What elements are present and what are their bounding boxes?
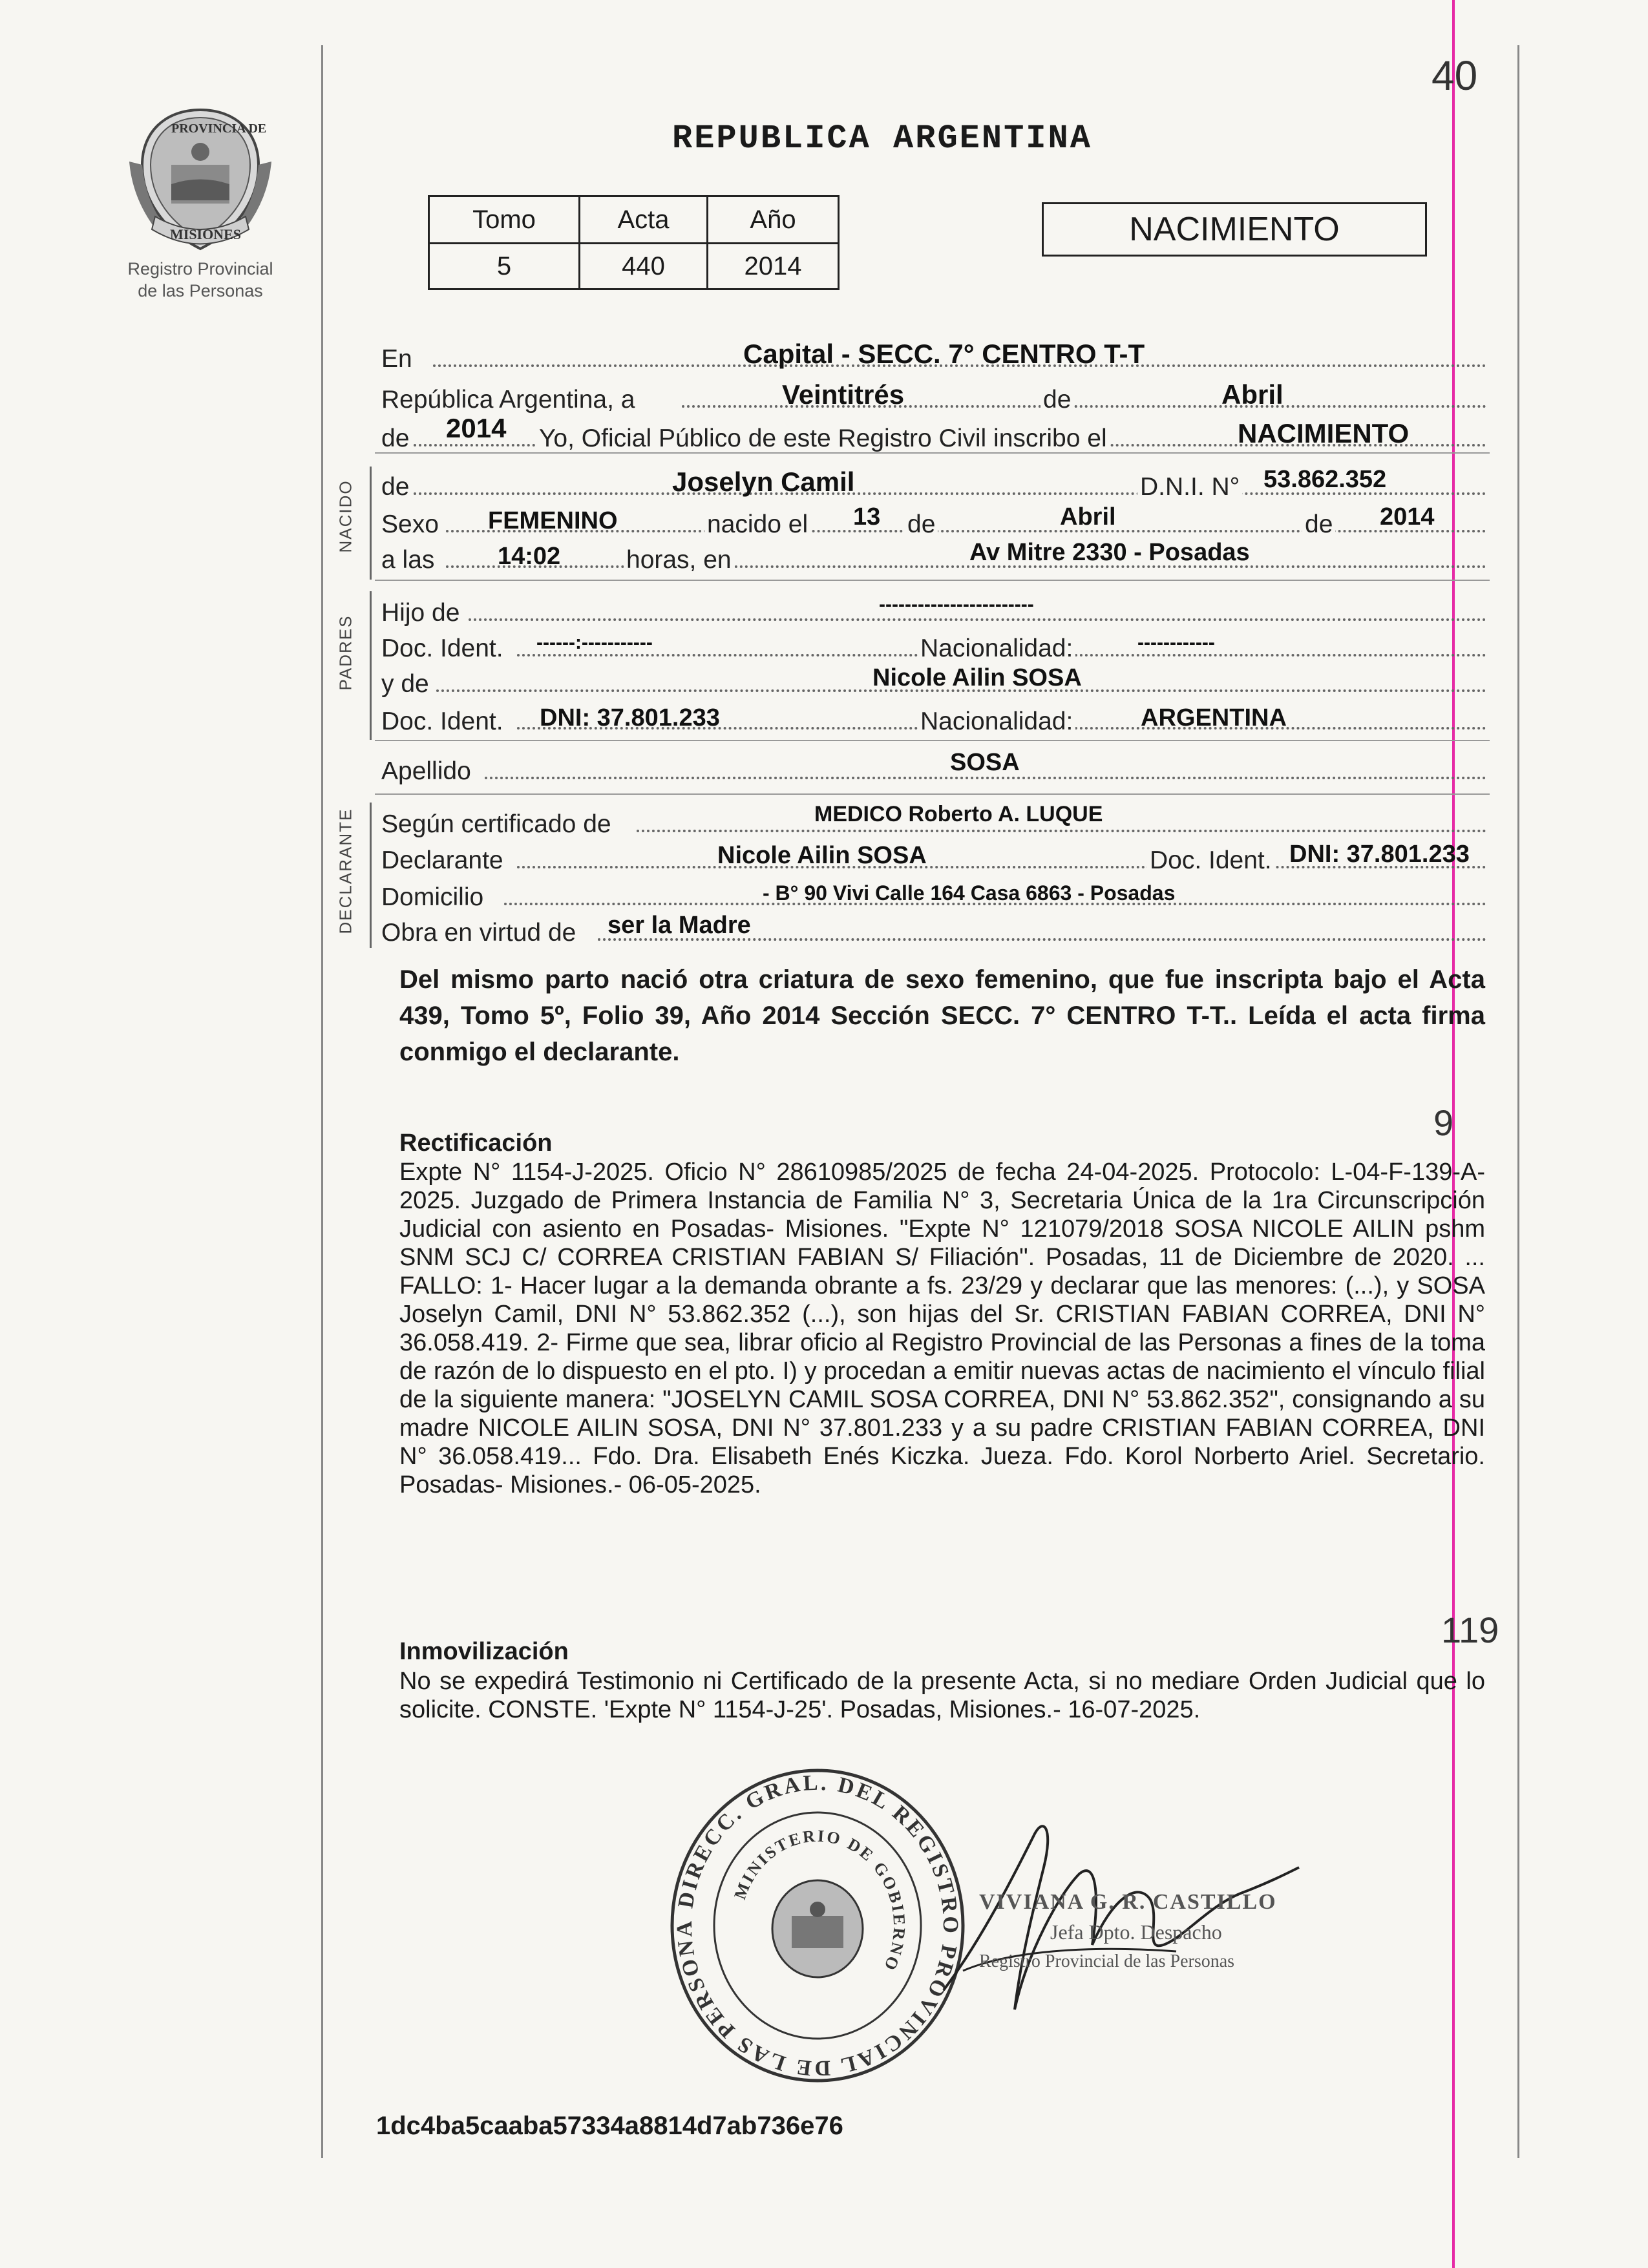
document-title: REPUBLICA ARGENTINA xyxy=(672,120,1092,158)
value-lugar: Av Mitre 2330 - Posadas xyxy=(969,539,1250,566)
row-republica xyxy=(381,378,1486,417)
value-doc-declarante: DNI: 37.801.233 xyxy=(1289,841,1470,868)
row-nacido-hora xyxy=(381,538,1486,577)
value-obra: ser la Madre xyxy=(607,912,751,939)
label-de-mes-nac: de xyxy=(905,510,938,539)
rectificacion-title: Rectificación xyxy=(399,1129,553,1157)
value-en: Capital - SECC. 7° CENTRO T-T xyxy=(743,339,1145,369)
document-hash: 1dc4ba5caaba57334a8814d7ab736e76 xyxy=(376,2112,843,2140)
value-declarante: Nicole Ailin SOSA xyxy=(717,842,927,869)
value-dia: Veintitrés xyxy=(782,379,905,410)
stamp-ring-text: DIRECC. GRAL. DEL REGISTRO PROVINCIAL DE LAS PERSONA xyxy=(672,1770,963,2081)
stamp-inner-text: MINISTERIO DE GOBIERNO xyxy=(730,1826,909,1975)
nacido-bracket xyxy=(370,467,372,580)
header-acta: Acta xyxy=(580,196,708,244)
label-de-mes: de xyxy=(1041,386,1073,414)
right-margin-rule xyxy=(1517,45,1519,2158)
value-anio-intro: 2014 xyxy=(446,413,507,443)
label-y-de: y de xyxy=(381,670,429,698)
dots xyxy=(485,777,1486,779)
label-apellido: Apellido xyxy=(381,757,471,785)
record-type-box: NACIMIENTO xyxy=(1042,202,1427,257)
stamp-org: Registro Provincial de las Personas xyxy=(979,1951,1235,1971)
row-en xyxy=(381,337,1486,376)
stamp-name: VIVIANA G. R. CASTILLO xyxy=(979,1890,1277,1914)
row-domicilio xyxy=(381,876,1486,914)
value-madre: Nicole Ailin SOSA xyxy=(872,664,1082,691)
dots xyxy=(469,618,1486,621)
label-certificado: Según certificado de xyxy=(381,810,611,838)
value-padre: ------------------------ xyxy=(879,594,1034,615)
separator xyxy=(375,793,1490,795)
separator xyxy=(375,452,1490,454)
section-label-declarante: DECLARANTE xyxy=(335,808,355,934)
page-number: 40 xyxy=(1431,52,1478,99)
nota-paragraph: Del mismo parto nació otra criatura de sexo femenino, que fue inscripta bajo el Acta 439, Tomo 5º, Folio 39, Año 2014 Sección SECC. 7° CENTRO T-T.. Leída el acta firma conmigo el declarante. xyxy=(399,965,1485,1066)
row-obra xyxy=(381,911,1486,950)
record-table-value-row xyxy=(429,244,839,289)
dots xyxy=(446,565,1486,568)
value-anio: 2014 xyxy=(708,244,839,289)
label-a-las: a las xyxy=(381,546,435,574)
label-dni: D.N.I. N° xyxy=(1137,473,1242,501)
dots xyxy=(637,830,1486,832)
signature xyxy=(905,1796,1305,2042)
seal-text-bottom: MISIONES xyxy=(170,226,242,242)
value-certificado: MEDICO Roberto A. LUQUE xyxy=(814,802,1103,826)
value-apellido: SOSA xyxy=(950,749,1020,776)
misiones-seal xyxy=(120,103,281,258)
label-doc-ident-declarante: Doc. Ident. xyxy=(1147,846,1274,875)
row-hijo-de xyxy=(381,591,1486,630)
value-sexo: FEMENINO xyxy=(488,507,618,534)
value-tomo: 5 xyxy=(429,244,580,289)
inmovilizacion-margin-number: 119 xyxy=(1441,1610,1499,1650)
seal-text-top: PROVINCIA DE xyxy=(171,121,267,136)
row-padre-doc xyxy=(381,627,1486,666)
value-anio-nac: 2014 xyxy=(1380,503,1435,530)
row-nacido-sexo xyxy=(381,503,1486,541)
seal-caption xyxy=(110,258,291,302)
label-sexo: Sexo xyxy=(381,510,439,538)
value-madre-doc: DNI: 37.801.233 xyxy=(540,704,720,731)
label-republica: República Argentina, a xyxy=(381,386,635,414)
label-nacionalidad-padre: Nacionalidad: xyxy=(918,635,1075,663)
inmovilizacion-body: No se expedirá Testimonio ni Certificado de la presente Acta, si no mediare Orden Judicial que lo solicite. CONSTE. 'Expte N° 1154-J-25'. Posadas, Misiones.- 16-07-2025. xyxy=(399,1668,1485,1723)
inmovilizacion-title: Inmovilización xyxy=(399,1638,569,1665)
header-tomo: Tomo xyxy=(429,196,580,244)
label-inscribo: Yo, Oficial Público de este Registro Civil inscribo el xyxy=(536,425,1110,453)
label-nacionalidad-madre: Nacionalidad: xyxy=(918,708,1075,736)
seal-caption-line2: de las Personas xyxy=(138,280,263,300)
header-anio: Año xyxy=(708,196,839,244)
label-de-anio-nac: de xyxy=(1302,510,1335,539)
section-label-nacido: NACIDO xyxy=(335,479,355,553)
label-nacido-el: nacido el xyxy=(704,510,810,539)
value-padre-nac: ------------ xyxy=(1137,632,1215,653)
row-declarante xyxy=(381,839,1486,877)
value-padre-doc: ------:----------- xyxy=(536,632,653,653)
value-dni: 53.862.352 xyxy=(1263,466,1387,493)
label-doc-ident-madre: Doc. Ident. xyxy=(381,708,503,735)
row-y-de xyxy=(381,662,1486,701)
value-hora: 14:02 xyxy=(498,543,561,570)
label-horas-en: horas, en xyxy=(624,546,734,574)
value-domicilio: - B° 90 Vivi Calle 164 Casa 6863 - Posadas xyxy=(763,881,1176,905)
value-madre-nac: ARGENTINA xyxy=(1141,704,1287,731)
signature-icon xyxy=(905,1796,1305,2042)
label-de-nombre: de xyxy=(381,473,410,501)
record-table-header-row xyxy=(429,196,839,244)
row-certificado xyxy=(381,803,1486,841)
stamp-role: Jefa Dpto. Despacho xyxy=(1050,1920,1222,1944)
row-apellido xyxy=(381,750,1486,788)
label-en: En xyxy=(381,345,412,373)
padres-bracket xyxy=(370,591,372,740)
record-table xyxy=(428,195,840,290)
row-inscribo xyxy=(381,413,1486,456)
value-nombre: Joselyn Camil xyxy=(672,467,855,497)
separator xyxy=(375,740,1490,741)
rectificacion-margin-number: 9 xyxy=(1433,1102,1454,1143)
value-dia-nac: 13 xyxy=(853,503,881,530)
label-domicilio: Domicilio xyxy=(381,883,484,911)
label-hijo-de: Hijo de xyxy=(381,599,460,627)
left-margin-rule xyxy=(321,45,323,2158)
seal-caption-line1: Registro Provincial xyxy=(127,259,273,278)
value-acta: 440 xyxy=(580,244,708,289)
separator xyxy=(375,580,1490,581)
label-de-anio: de xyxy=(381,425,410,452)
section-label-padres: PADRES xyxy=(335,614,355,691)
label-declarante: Declarante xyxy=(381,846,503,874)
declarante-bracket xyxy=(370,803,372,948)
row-madre-doc xyxy=(381,700,1486,739)
value-inscribo: NACIMIENTO xyxy=(1238,418,1410,448)
rectificacion-body: Expte N° 1154-J-2025. Oficio N° 28610985/2025 de fecha 24-04-2025. Protocolo: L-04-F-139-A-2025. Juzgado de Primera Instancia de Familia N° 3, Secretaria Única de la 1ra Circunscripción Judicial con asiento en Posadas- Misiones. "Expte N° 121079/2018 SOSA NICOLE AILIN pshm SNM SCJ C/ CORREA CRISTIAN FABIAN S/ Filiación". Posadas, 11 de Diciembre de 2020. ... FALLO: 1- Hacer lugar a la demanda obrante a fs. 23/29 y declarar que las menores: (...), y SOSA Joselyn Camil, DNI N° 53.862.352 (...), son hijas del Sr. CRISTIAN FABIAN CORREA, DNI N° 36.058.419. 2- Firme que sea, librar oficio al Registro Provincial de las Personas a fines de la toma de razón de lo dispuesto en el pto. I) y procedan a emitir nuevas actas de nacimiento el vínculo filial de la siguiente manera: "JOSELYN CAMIL SOSA CORREA, DNI N° 53.862.352", consignando a su madre NICOLE AILIN SOSA, DNI N° 37.801.233 y a su padre CRISTIAN FABIAN CORREA, DNI N° 36.058.419... Fdo. Dra. Elisabeth Enés Kiczka. Jueza. Fdo. Korol Norberto Ariel. Secretario. Posadas- Misiones.- 06-05-2025. xyxy=(399,1159,1485,1498)
label-obra: Obra en virtud de xyxy=(381,919,576,947)
label-doc-ident-padre: Doc. Ident. xyxy=(381,635,503,662)
value-mes-nac: Abril xyxy=(1060,503,1116,530)
value-mes: Abril xyxy=(1221,379,1284,410)
row-nacido-nombre xyxy=(381,465,1486,504)
